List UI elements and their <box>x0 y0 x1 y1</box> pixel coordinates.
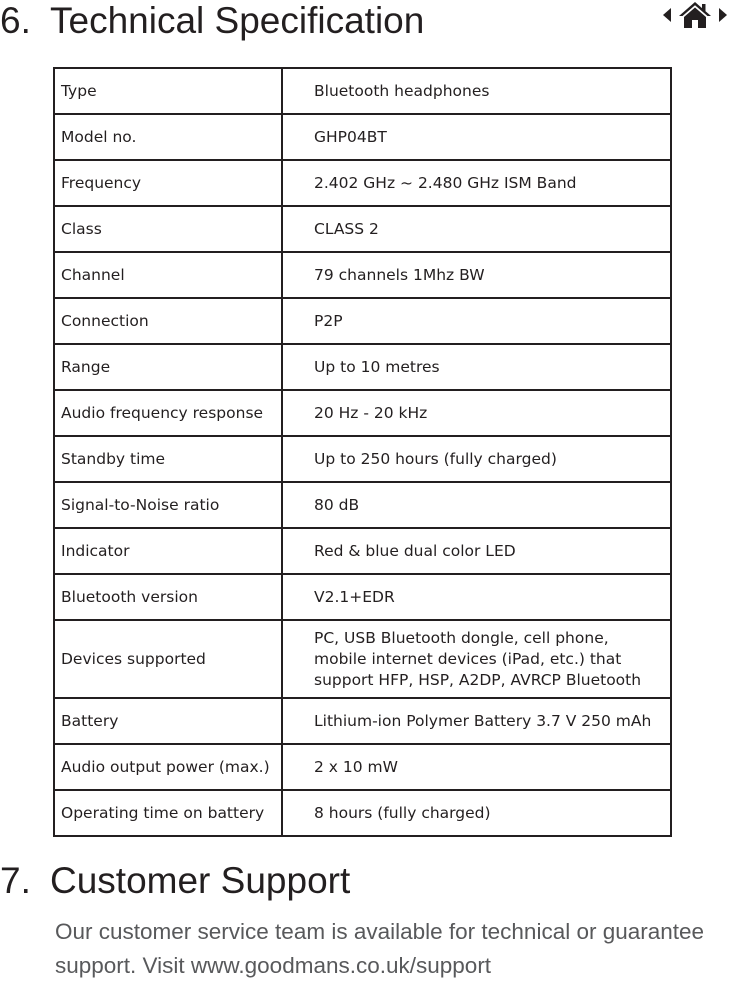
spec-value: CLASS 2 <box>282 206 671 252</box>
table-row <box>54 390 671 436</box>
table-row <box>54 698 671 744</box>
triangle-left-icon <box>662 7 672 23</box>
spec-section-heading: Technical Specification <box>50 0 425 41</box>
spec-value: V2.1+EDR <box>282 574 671 620</box>
table-row <box>54 744 671 790</box>
spec-value: 2 x 10 mW <box>282 744 671 790</box>
table-row <box>54 436 671 482</box>
spec-value: 80 dB <box>282 482 671 528</box>
spec-label: Connection <box>54 298 282 344</box>
table-row <box>54 344 671 390</box>
home-button[interactable] <box>678 1 712 29</box>
spec-label: Indicator <box>54 528 282 574</box>
spec-value: 79 channels 1Mhz BW <box>282 252 671 298</box>
table-row <box>54 620 671 698</box>
spec-value: 20 Hz - 20 kHz <box>282 390 671 436</box>
spec-label: Channel <box>54 252 282 298</box>
support-section-title <box>0 860 350 902</box>
spec-label: Bluetooth version <box>54 574 282 620</box>
spec-value: 8 hours (fully charged) <box>282 790 671 836</box>
table-row <box>54 298 671 344</box>
next-page-button[interactable] <box>718 7 728 23</box>
previous-page-button[interactable] <box>662 7 672 23</box>
support-text: Our customer service team is available for technical or guarantee support. Visit www.goodmans.co.uk/support <box>55 919 705 978</box>
spec-label: Devices supported <box>54 620 282 698</box>
spec-label: Audio output power (max.) <box>54 744 282 790</box>
table-row <box>54 482 671 528</box>
support-section-number: 7. <box>0 860 31 901</box>
table-row <box>54 206 671 252</box>
table-row <box>54 68 671 114</box>
table-row <box>54 252 671 298</box>
spec-label: Range <box>54 344 282 390</box>
spec-section-title <box>0 0 424 42</box>
spec-label: Operating time on battery <box>54 790 282 836</box>
spec-label: Frequency <box>54 160 282 206</box>
triangle-right-icon <box>718 7 728 23</box>
spec-value: Up to 250 hours (fully charged) <box>282 436 671 482</box>
spec-value: 2.402 GHz ~ 2.480 GHz ISM Band <box>282 160 671 206</box>
home-icon <box>678 1 712 29</box>
spec-value: P2P <box>282 298 671 344</box>
spec-label: Signal-to-Noise ratio <box>54 482 282 528</box>
table-row <box>54 160 671 206</box>
table-row <box>54 790 671 836</box>
spec-value: GHP04BT <box>282 114 671 160</box>
table-row <box>54 114 671 160</box>
page-navigation <box>662 0 728 30</box>
spec-label: Model no. <box>54 114 282 160</box>
spec-value: Red & blue dual color LED <box>282 528 671 574</box>
spec-table <box>53 67 672 837</box>
support-section-heading: Customer Support <box>50 860 351 901</box>
spec-value: Bluetooth headphones <box>282 68 671 114</box>
spec-value: Lithium-ion Polymer Battery 3.7 V 250 mAh <box>282 698 671 744</box>
table-row <box>54 528 671 574</box>
spec-label: Battery <box>54 698 282 744</box>
spec-label: Standby time <box>54 436 282 482</box>
spec-section-number: 6. <box>0 0 31 41</box>
table-row <box>54 574 671 620</box>
spec-value: Up to 10 metres <box>282 344 671 390</box>
spec-value: PC, USB Bluetooth dongle, cell phone, mobile internet devices (iPad, etc.) that support HFP, HSP, A2DP, AVRCP Bluetooth <box>282 620 671 698</box>
spec-label: Type <box>54 68 282 114</box>
spec-label: Class <box>54 206 282 252</box>
spec-label: Audio frequency response <box>54 390 282 436</box>
